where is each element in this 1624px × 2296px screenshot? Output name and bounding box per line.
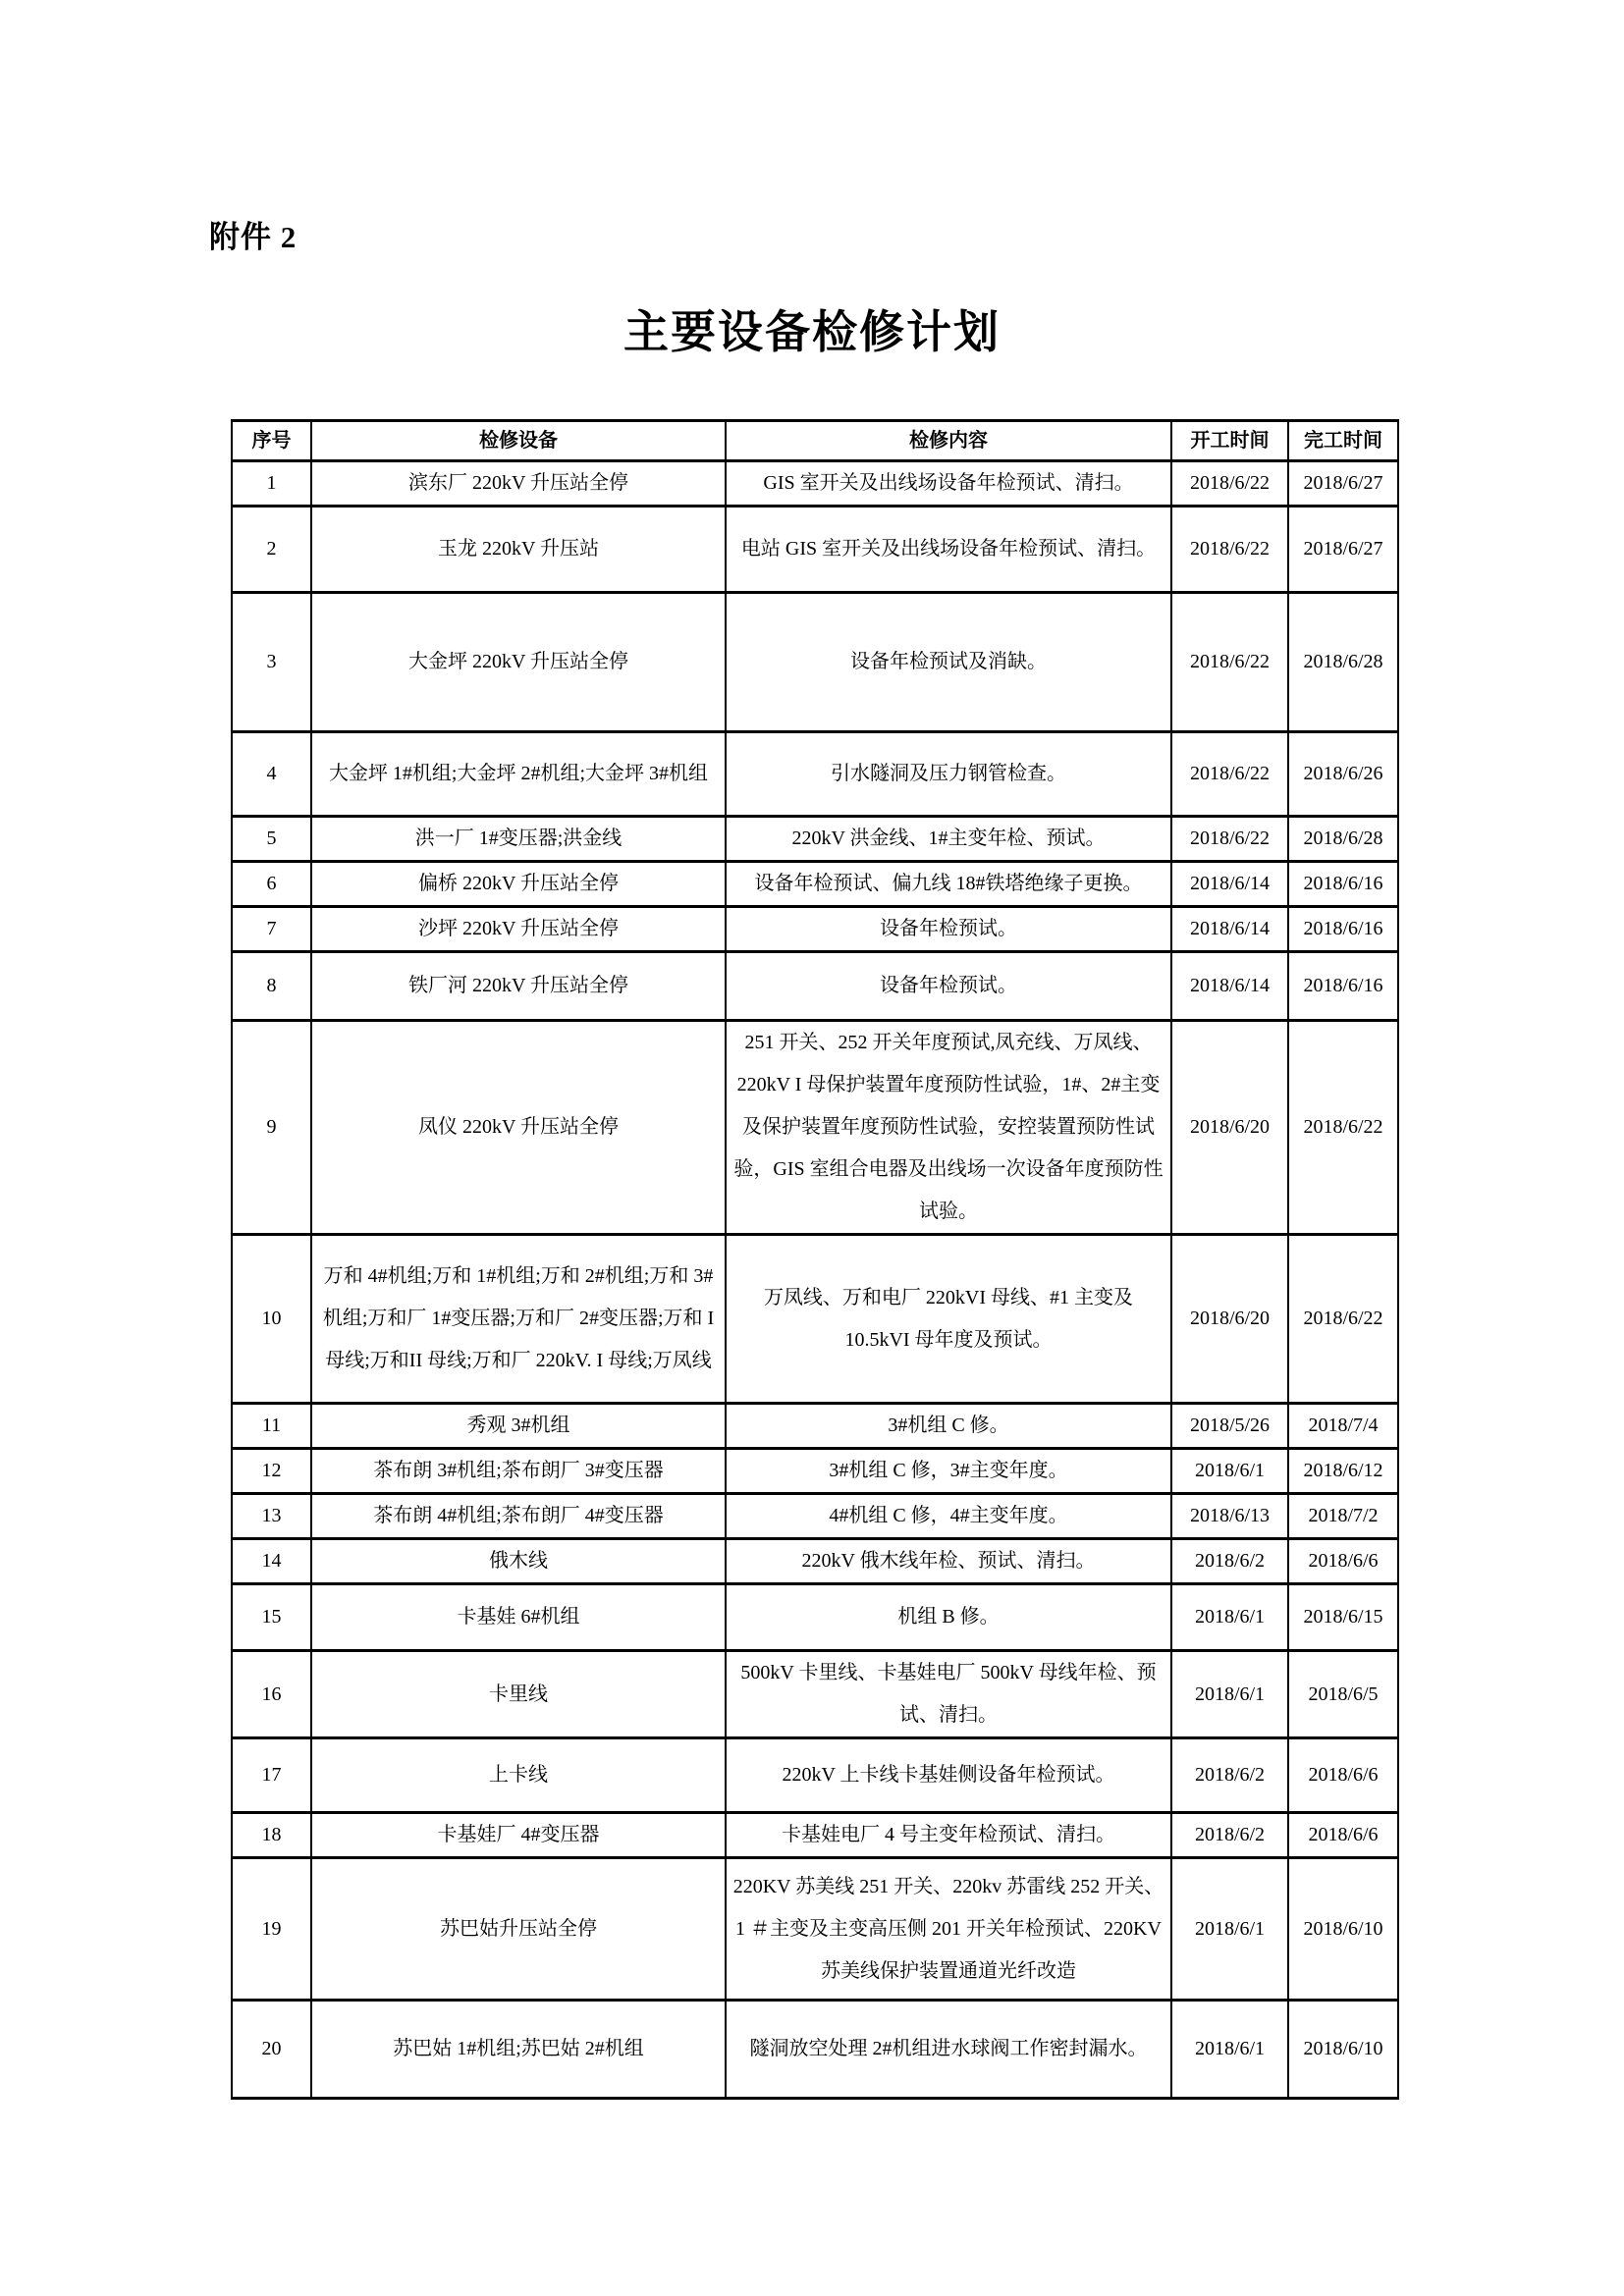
table-row [232, 732, 1398, 817]
cell-no: 10 [232, 1235, 311, 1404]
cell-start: 2018/6/1 [1171, 2001, 1288, 2099]
cell-no: 15 [232, 1584, 311, 1651]
cell-no: 1 [232, 461, 311, 507]
cell-end: 2018/6/22 [1288, 1021, 1398, 1235]
table-row [232, 1813, 1398, 1858]
table-body [232, 461, 1398, 2099]
cell-start: 2018/6/22 [1171, 507, 1288, 593]
table-header [232, 421, 1398, 461]
cell-start: 2018/6/14 [1171, 862, 1288, 907]
table-row [232, 817, 1398, 862]
header-equipment: 检修设备 [311, 421, 726, 461]
attachment-label: 附件 2 [209, 220, 298, 254]
table-row [232, 907, 1398, 952]
cell-content: 机组 B 修。 [726, 1584, 1171, 1651]
cell-equipment: 凤仪 220kV 升压站全停 [311, 1021, 726, 1235]
cell-start: 2018/6/20 [1171, 1235, 1288, 1404]
table-row [232, 1449, 1398, 1494]
cell-start: 2018/6/1 [1171, 1449, 1288, 1494]
table-row [232, 593, 1398, 732]
cell-content: 3#机组 C 修。 [726, 1404, 1171, 1449]
cell-content: 设备年检预试。 [726, 907, 1171, 952]
table-row [232, 952, 1398, 1021]
cell-equipment: 卡基娃 6#机组 [311, 1584, 726, 1651]
cell-equipment: 上卡线 [311, 1738, 726, 1813]
cell-end: 2018/6/6 [1288, 1813, 1398, 1858]
cell-no: 17 [232, 1738, 311, 1813]
cell-end: 2018/6/26 [1288, 732, 1398, 817]
cell-content: 220kV 俄木线年检、预试、清扫。 [726, 1539, 1171, 1584]
cell-start: 2018/6/2 [1171, 1539, 1288, 1584]
cell-no: 11 [232, 1404, 311, 1449]
header-start: 开工时间 [1171, 421, 1288, 461]
cell-start: 2018/6/22 [1171, 732, 1288, 817]
cell-content: 220KV 苏美线 251 开关、220kv 苏雷线 252 开关、1 ＃主变及主变高压侧 201 开关年检预试、220KV 苏美线保护装置通道光纤改造 [726, 1858, 1171, 2001]
cell-start: 2018/6/14 [1171, 907, 1288, 952]
cell-content: 电站 GIS 室开关及出线场设备年检预试、清扫。 [726, 507, 1171, 593]
cell-end: 2018/7/4 [1288, 1404, 1398, 1449]
cell-content: 设备年检预试。 [726, 952, 1171, 1021]
cell-start: 2018/6/1 [1171, 1584, 1288, 1651]
header-row [232, 421, 1398, 461]
table-row [232, 1738, 1398, 1813]
cell-no: 13 [232, 1494, 311, 1539]
cell-equipment: 洪一厂 1#变压器;洪金线 [311, 817, 726, 862]
cell-content: 引水隧洞及压力钢管检查。 [726, 732, 1171, 817]
cell-equipment: 俄木线 [311, 1539, 726, 1584]
cell-equipment: 沙坪 220kV 升压站全停 [311, 907, 726, 952]
cell-start: 2018/5/26 [1171, 1404, 1288, 1449]
cell-equipment: 偏桥 220kV 升压站全停 [311, 862, 726, 907]
cell-equipment: 滨东厂 220kV 升压站全停 [311, 461, 726, 507]
table-row [232, 461, 1398, 507]
cell-content: 设备年检预试、偏九线 18#铁塔绝缘子更换。 [726, 862, 1171, 907]
cell-no: 2 [232, 507, 311, 593]
cell-no: 4 [232, 732, 311, 817]
cell-content: 220kV 洪金线、1#主变年检、预试。 [726, 817, 1171, 862]
cell-no: 19 [232, 1858, 311, 2001]
cell-no: 5 [232, 817, 311, 862]
cell-equipment: 茶布朗 4#机组;茶布朗厂 4#变压器 [311, 1494, 726, 1539]
cell-start: 2018/6/22 [1171, 593, 1288, 732]
cell-content: 220kV 上卡线卡基娃侧设备年检预试。 [726, 1738, 1171, 1813]
cell-end: 2018/6/12 [1288, 1449, 1398, 1494]
cell-no: 7 [232, 907, 311, 952]
table-row [232, 1539, 1398, 1584]
maintenance-plan-table [231, 419, 1399, 2100]
cell-content: GIS 室开关及出线场设备年检预试、清扫。 [726, 461, 1171, 507]
cell-end: 2018/6/10 [1288, 1858, 1398, 2001]
cell-no: 3 [232, 593, 311, 732]
cell-no: 20 [232, 2001, 311, 2099]
table-row [232, 1858, 1398, 2001]
cell-no: 14 [232, 1539, 311, 1584]
cell-content: 隧洞放空处理 2#机组进水球阀工作密封漏水。 [726, 2001, 1171, 2099]
cell-start: 2018/6/14 [1171, 952, 1288, 1021]
cell-end: 2018/6/10 [1288, 2001, 1398, 2099]
cell-content: 万凤线、万和电厂 220kVI 母线、#1 主变及 10.5kVI 母年度及预试。 [726, 1235, 1171, 1404]
cell-end: 2018/6/5 [1288, 1651, 1398, 1738]
cell-content: 卡基娃电厂 4 号主变年检预试、清扫。 [726, 1813, 1171, 1858]
page-title: 主要设备检修计划 [623, 307, 1001, 357]
table-row [232, 862, 1398, 907]
cell-end: 2018/6/6 [1288, 1738, 1398, 1813]
cell-start: 2018/6/1 [1171, 1858, 1288, 2001]
cell-end: 2018/6/28 [1288, 817, 1398, 862]
cell-end: 2018/6/16 [1288, 862, 1398, 907]
cell-no: 9 [232, 1021, 311, 1235]
table-row [232, 1494, 1398, 1539]
cell-start: 2018/6/1 [1171, 1651, 1288, 1738]
cell-end: 2018/6/6 [1288, 1539, 1398, 1584]
cell-start: 2018/6/2 [1171, 1813, 1288, 1858]
cell-start: 2018/6/22 [1171, 461, 1288, 507]
cell-start: 2018/6/13 [1171, 1494, 1288, 1539]
cell-equipment: 大金坪 1#机组;大金坪 2#机组;大金坪 3#机组 [311, 732, 726, 817]
table-row [232, 1021, 1398, 1235]
cell-end: 2018/6/16 [1288, 907, 1398, 952]
cell-equipment: 卡里线 [311, 1651, 726, 1738]
cell-start: 2018/6/2 [1171, 1738, 1288, 1813]
cell-equipment: 卡基娃厂 4#变压器 [311, 1813, 726, 1858]
header-end: 完工时间 [1288, 421, 1398, 461]
cell-end: 2018/6/16 [1288, 952, 1398, 1021]
cell-no: 18 [232, 1813, 311, 1858]
cell-end: 2018/6/22 [1288, 1235, 1398, 1404]
cell-equipment: 苏巴姑升压站全停 [311, 1858, 726, 2001]
cell-start: 2018/6/20 [1171, 1021, 1288, 1235]
cell-end: 2018/6/27 [1288, 507, 1398, 593]
cell-equipment: 铁厂河 220kV 升压站全停 [311, 952, 726, 1021]
cell-end: 2018/7/2 [1288, 1494, 1398, 1539]
table-row [232, 1584, 1398, 1651]
cell-equipment: 大金坪 220kV 升压站全停 [311, 593, 726, 732]
cell-end: 2018/6/15 [1288, 1584, 1398, 1651]
table-row [232, 507, 1398, 593]
table-row [232, 1651, 1398, 1738]
cell-content: 500kV 卡里线、卡基娃电厂 500kV 母线年检、预试、清扫。 [726, 1651, 1171, 1738]
cell-no: 12 [232, 1449, 311, 1494]
cell-equipment: 茶布朗 3#机组;茶布朗厂 3#变压器 [311, 1449, 726, 1494]
cell-end: 2018/6/27 [1288, 461, 1398, 507]
header-no: 序号 [232, 421, 311, 461]
cell-start: 2018/6/22 [1171, 817, 1288, 862]
cell-equipment: 苏巴姑 1#机组;苏巴姑 2#机组 [311, 2001, 726, 2099]
cell-content: 251 开关、252 开关年度预试,凤充线、万凤线、220kV I 母保护装置年度预防性试验，1#、2#主变及保护装置年度预防性试验，安控装置预防性试验，GIS 室组合电器及出线场一次设备年度预防性试验。 [726, 1021, 1171, 1235]
cell-content: 4#机组 C 修，4#主变年度。 [726, 1494, 1171, 1539]
cell-equipment: 万和 4#机组;万和 1#机组;万和 2#机组;万和 3#机组;万和厂 1#变压器;万和厂 2#变压器;万和 I 母线;万和II 母线;万和厂 220kV. I 母线;万凤线 [311, 1235, 726, 1404]
table-row [232, 1235, 1398, 1404]
table-row [232, 2001, 1398, 2099]
cell-content: 3#机组 C 修，3#主变年度。 [726, 1449, 1171, 1494]
cell-no: 8 [232, 952, 311, 1021]
header-content: 检修内容 [726, 421, 1171, 461]
cell-equipment: 玉龙 220kV 升压站 [311, 507, 726, 593]
cell-no: 6 [232, 862, 311, 907]
cell-end: 2018/6/28 [1288, 593, 1398, 732]
cell-content: 设备年检预试及消缺。 [726, 593, 1171, 732]
cell-no: 16 [232, 1651, 311, 1738]
table-row [232, 1404, 1398, 1449]
cell-equipment: 秀观 3#机组 [311, 1404, 726, 1449]
